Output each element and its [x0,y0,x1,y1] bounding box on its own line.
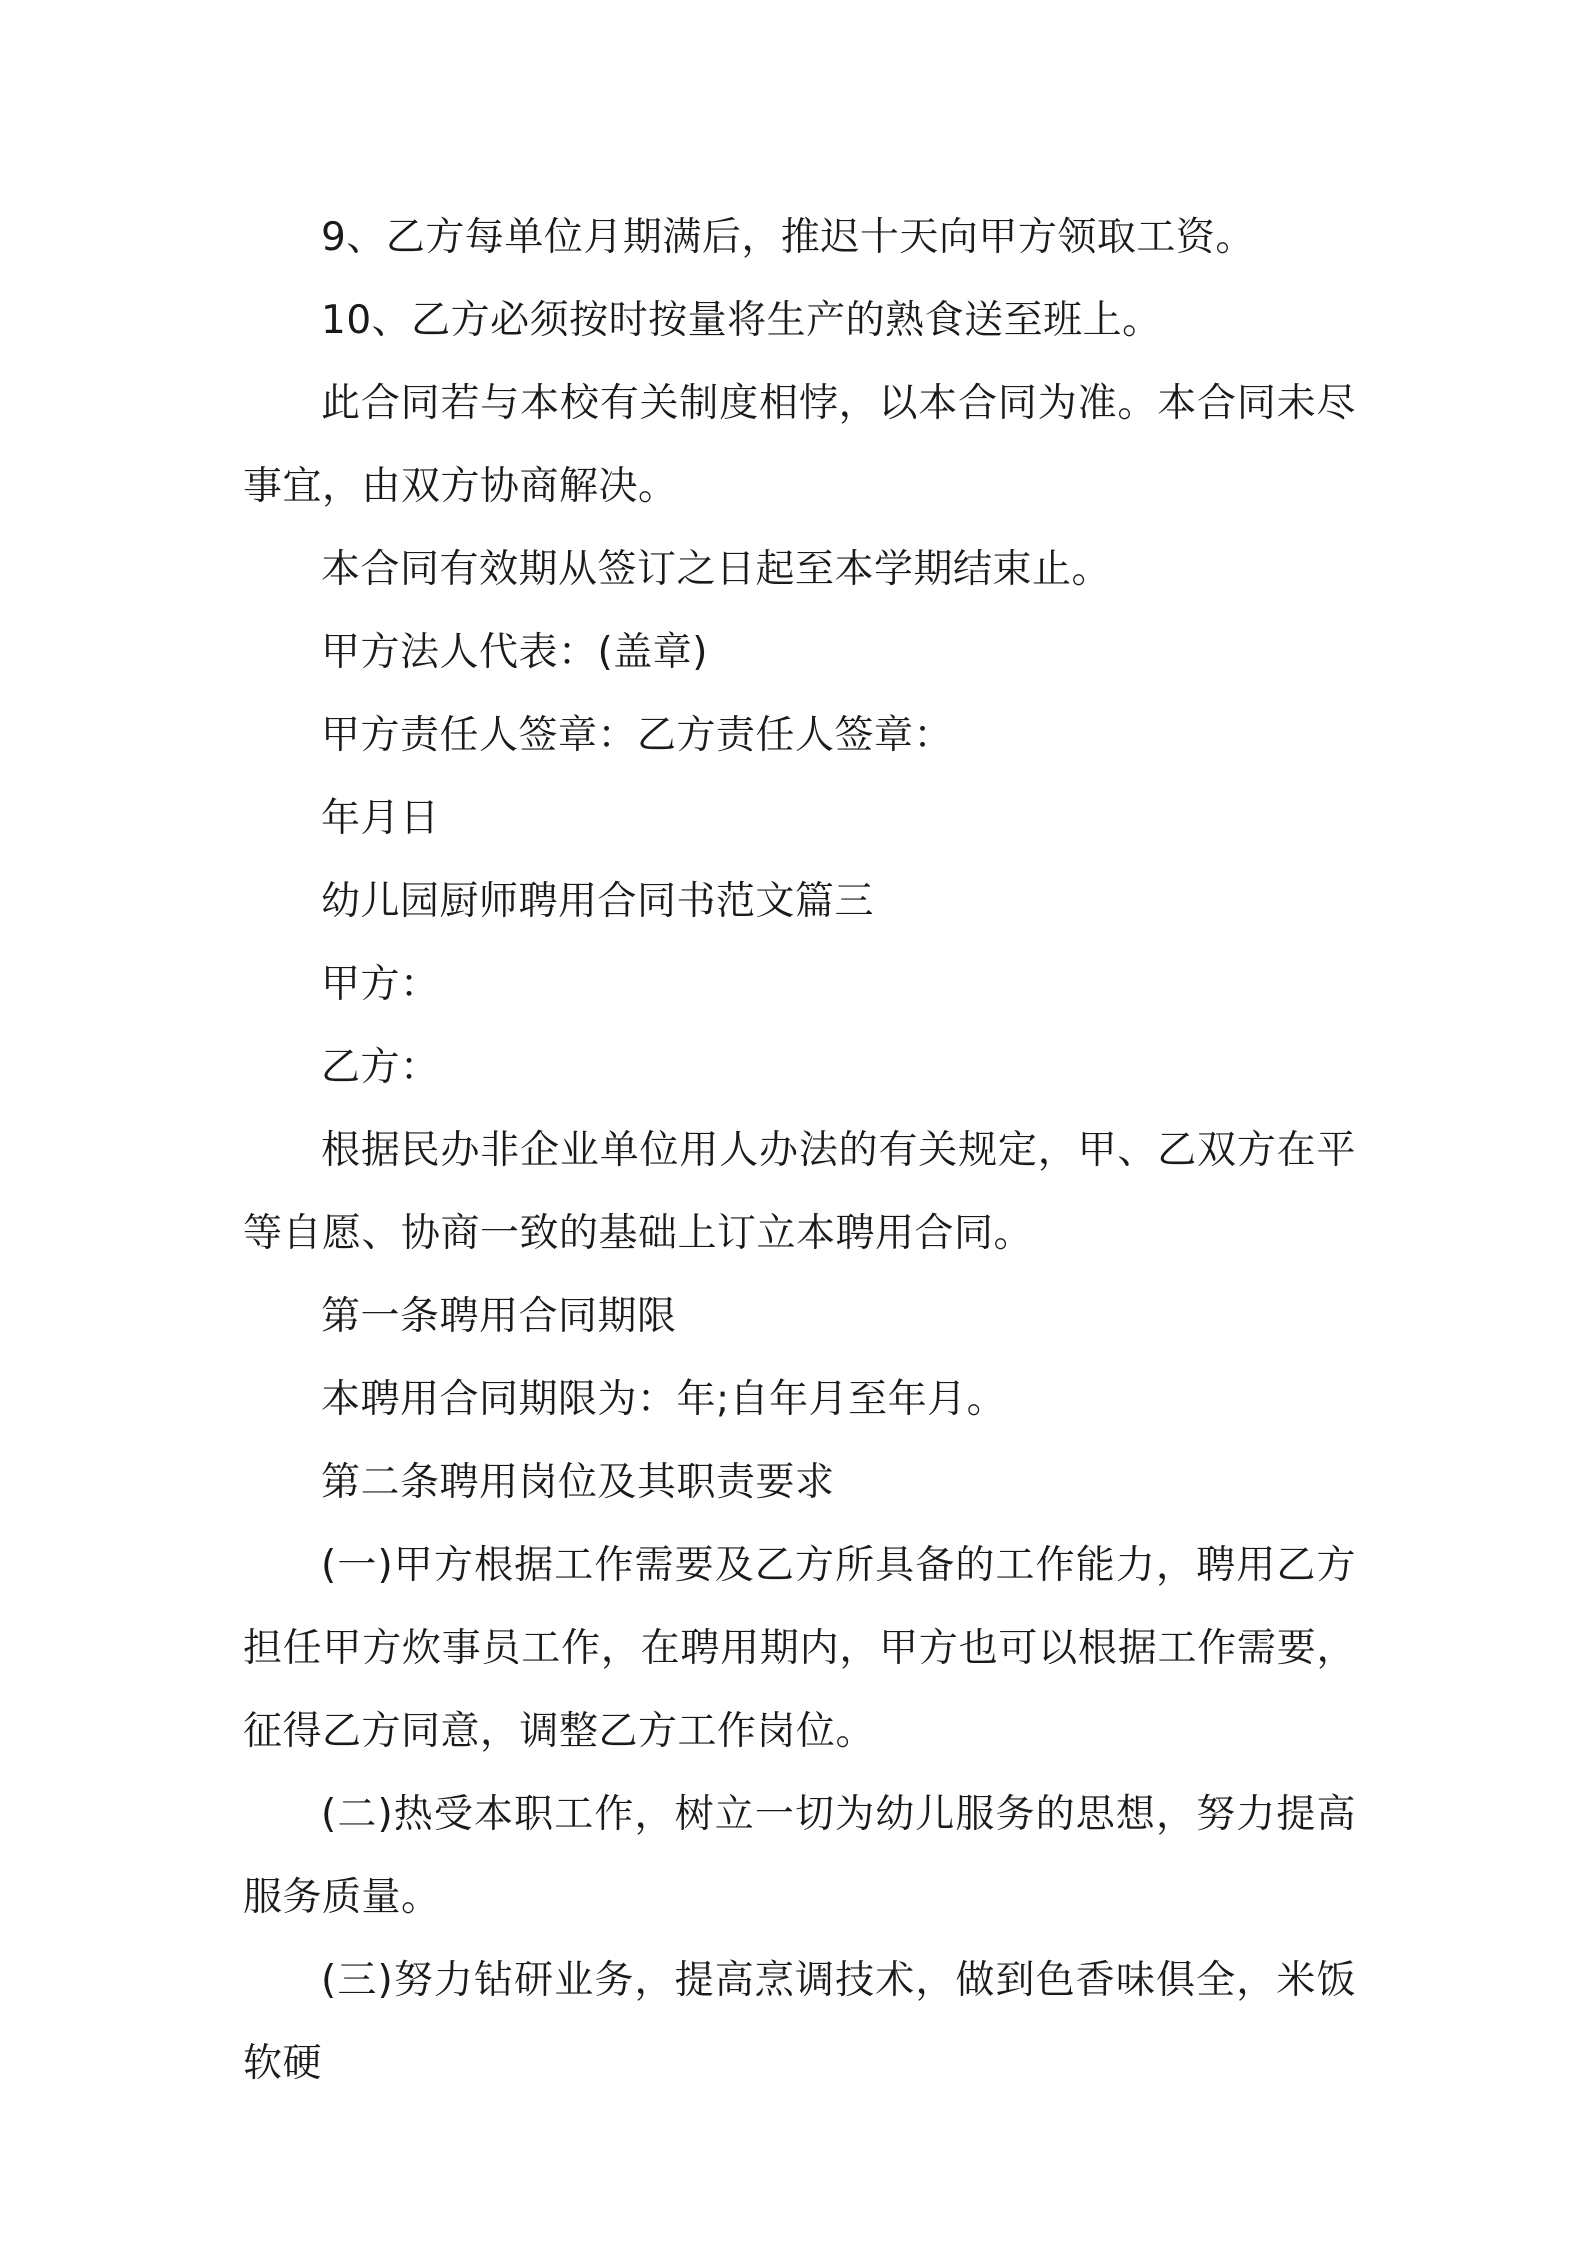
paragraph-validity: 本合同有效期从签订之日起至本学期结束止。 [321,547,1112,592]
paragraph-party-b: 乙方： [321,1045,440,1090]
article-2-item-1: (一)甲方根据工作需要及乙方所具备的工作能力，聘用乙方担任甲方炊事员工作，在聘用期内，甲方也可以根据工作需要，征得乙方同意，调整乙方工作岗位。 [243,1543,1356,1754]
paragraph-party-a: 甲方： [321,962,440,1007]
paragraph-party-a-legal-rep: 甲方法人代表：(盖章) [321,630,708,675]
article-2-heading: 第二条聘用岗位及其职责要求 [321,1460,835,1505]
article-1-heading: 第一条聘用合同期限 [321,1294,677,1339]
document-body [243,196,1356,2105]
article-1-term: 本聘用合同期限为：年;自年月至年月。 [321,1377,1007,1422]
article-2-item-2: (二)热受本职工作，树立一切为幼儿服务的思想，努力提高服务质量。 [243,1792,1356,1920]
paragraph-precedence: 此合同若与本校有关制度相悖，以本合同为准。本合同未尽事宜，由双方协商解决。 [243,381,1356,509]
section-title: 幼儿园厨师聘用合同书范文篇三 [321,879,875,924]
paragraph-signatures: 甲方责任人签章：乙方责任人签章： [321,713,954,758]
paragraph-date: 年月日 [321,796,440,841]
paragraph-clause-10: 10、乙方必须按时按量将生产的熟食送至班上。 [321,298,1162,343]
paragraph-clause-9: 9、乙方每单位月期满后，推迟十天向甲方领取工资。 [321,215,1255,260]
paragraph-preamble: 根据民办非企业单位用人办法的有关规定，甲、乙双方在平等自愿、协商一致的基础上订立本聘用合同。 [243,1128,1356,1256]
article-2-item-3: (三)努力钻研业务，提高烹调技术，做到色香味俱全，米饭软硬 [243,1958,1356,2086]
